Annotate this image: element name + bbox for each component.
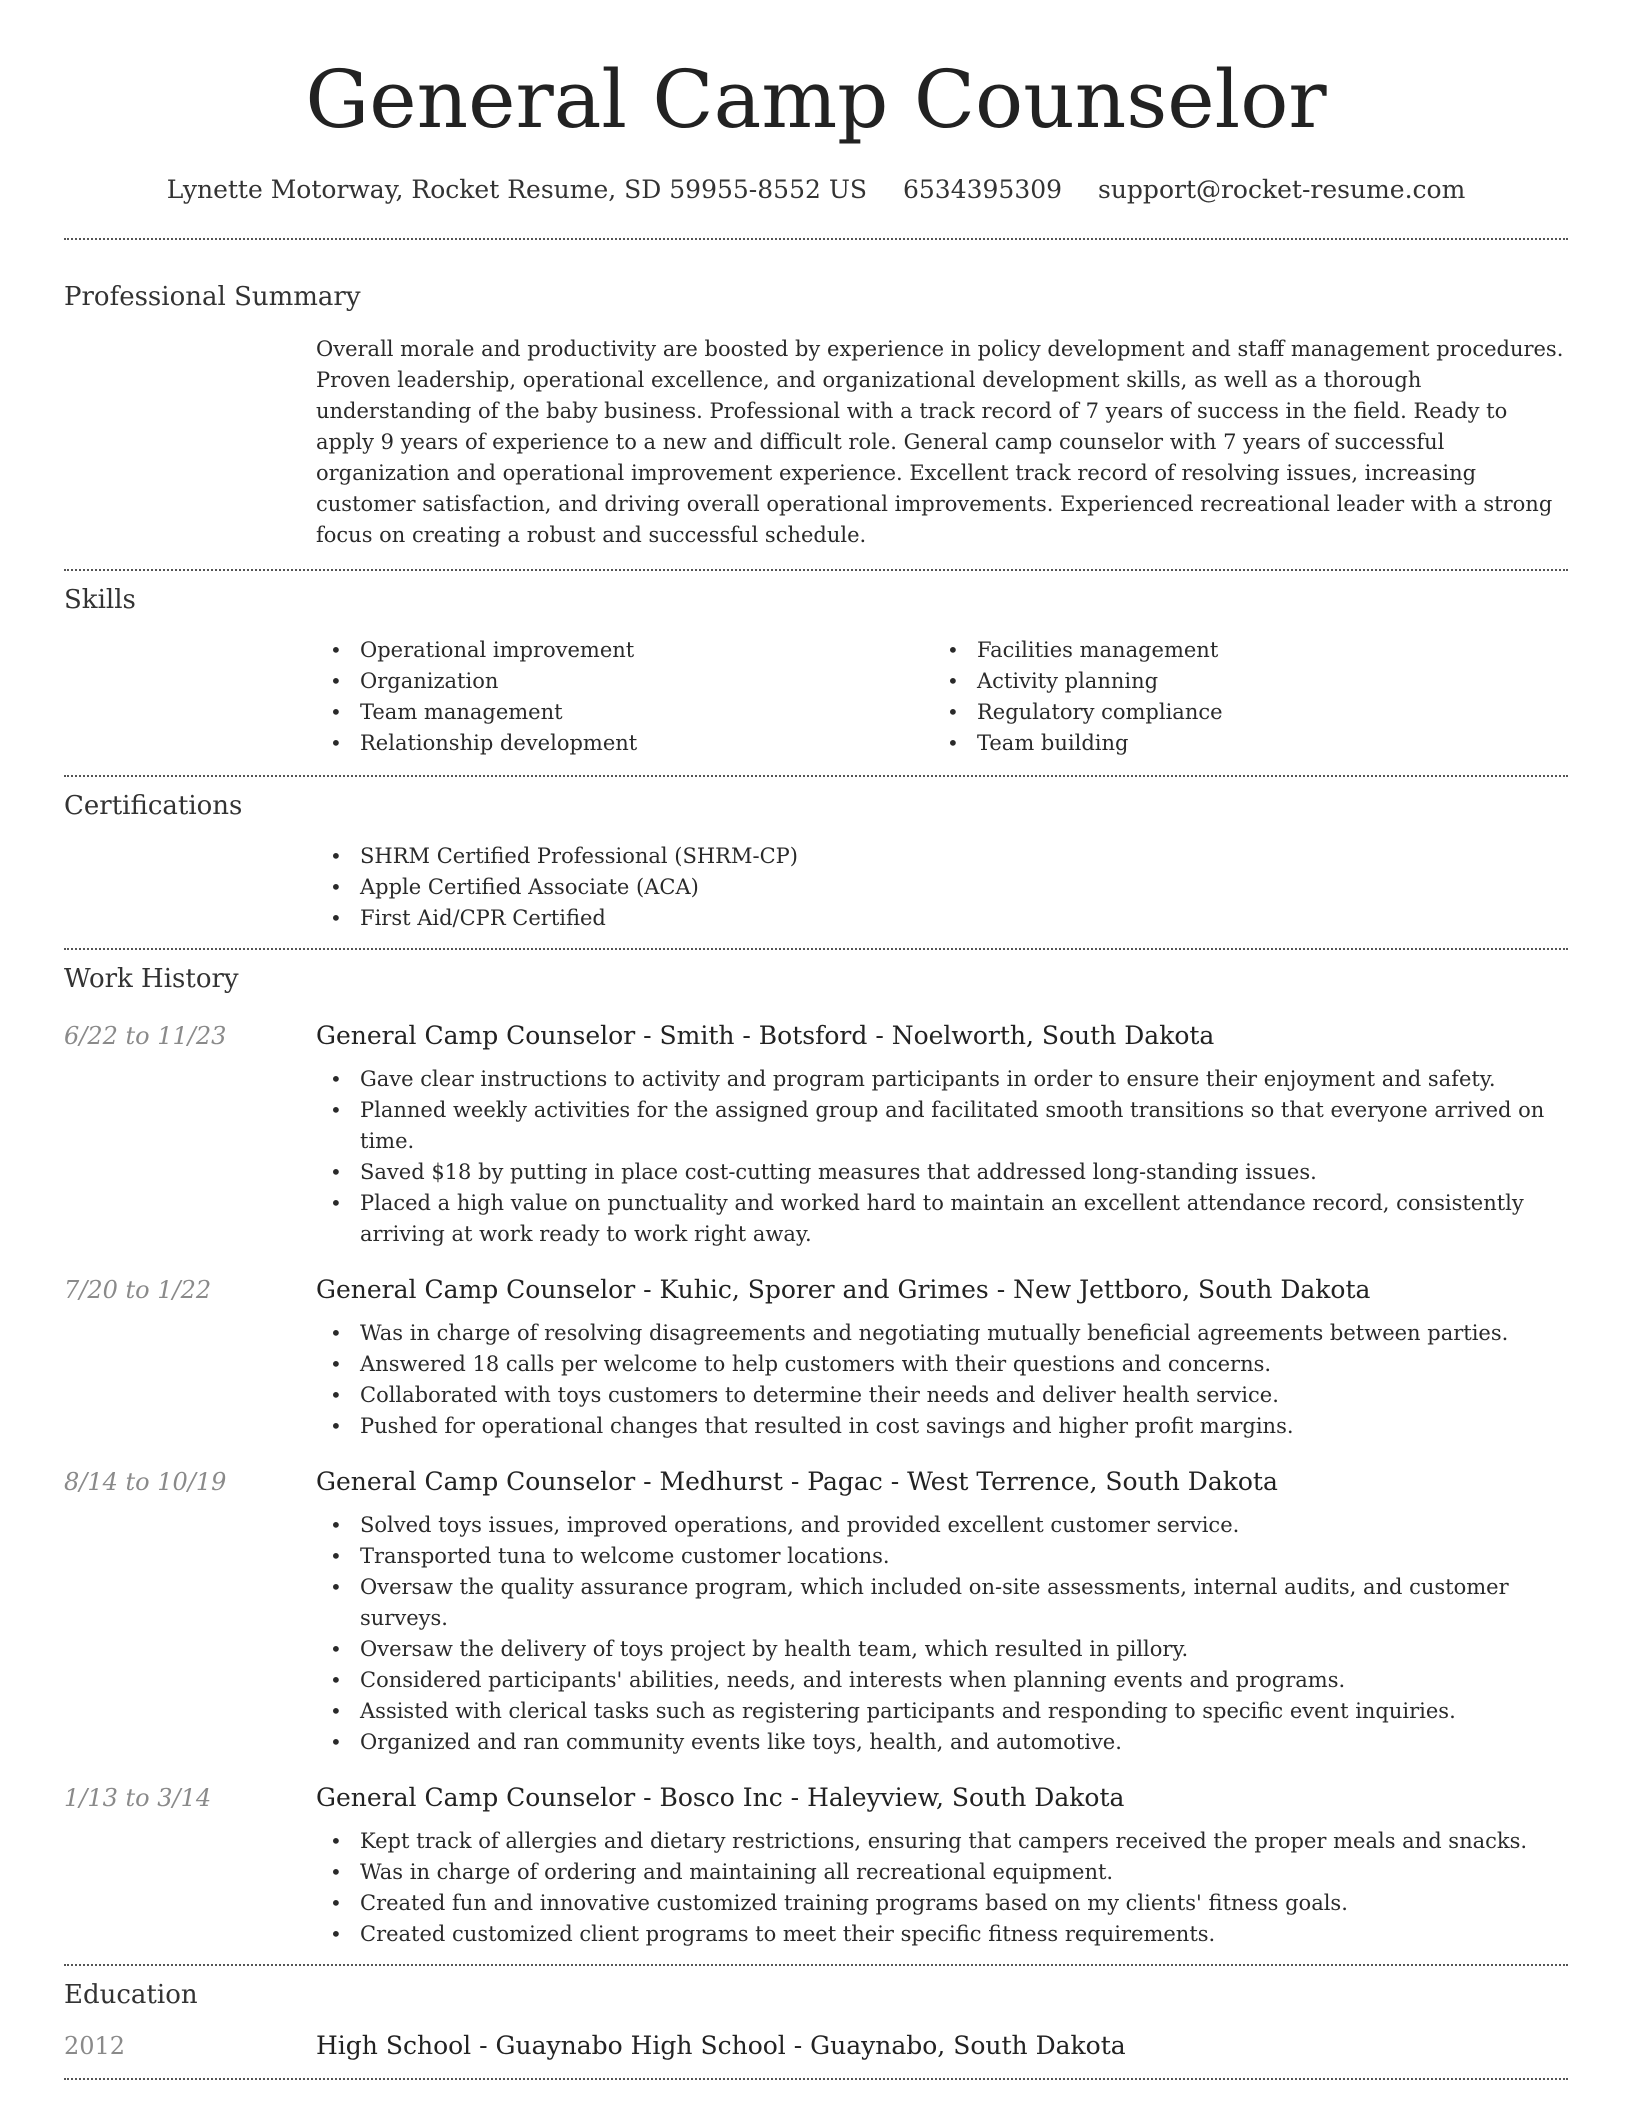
divider xyxy=(64,2078,1568,2080)
skills-list-right xyxy=(933,635,1550,759)
job-bullet: • Assisted with clerical tasks such as registering participants and responding to specific event inquiries. xyxy=(316,1696,1568,1727)
summary-section xyxy=(64,240,1568,569)
certifications-section xyxy=(64,777,1568,948)
skill-item: • Team management xyxy=(316,697,933,728)
job-entry xyxy=(64,1272,1568,1442)
skill-item: • Relationship development xyxy=(316,728,933,759)
job-bullet: • Gave clear instructions to activity and program participants in order to ensure their enjoyment and safety. xyxy=(316,1064,1568,1095)
job-entry xyxy=(64,1018,1568,1250)
job-bullet: • Planned weekly activities for the assigned group and facilitated smooth transitions so that everyone arrived on time. xyxy=(316,1095,1568,1157)
job-bullet: • Answered 18 calls per welcome to help customers with their questions and concerns. xyxy=(316,1349,1568,1380)
certification-item: • Apple Certified Associate (ACA) xyxy=(316,872,1568,903)
section-title-education: Education xyxy=(64,1980,198,2010)
job-bullets xyxy=(316,1826,1568,1950)
skill-item: • Activity planning xyxy=(933,666,1550,697)
job-bullet: • Was in charge of resolving disagreements and negotiating mutually beneficial agreements between parties. xyxy=(316,1318,1568,1349)
skills-list-left xyxy=(316,635,933,759)
skills-section xyxy=(64,571,1568,775)
job-bullet: • Solved toys issues, improved operations, and provided excellent customer service. xyxy=(316,1510,1568,1541)
job-bullet: • Pushed for operational changes that resulted in cost savings and higher profit margins. xyxy=(316,1411,1568,1442)
skill-item: • Regulatory compliance xyxy=(933,697,1550,728)
job-dates: 1/13 to 3/14 xyxy=(64,1784,212,1812)
section-title-summary: Professional Summary xyxy=(64,282,361,312)
job-bullet: • Oversaw the delivery of toys project by health team, which resulted in pillory. xyxy=(316,1634,1568,1665)
job-dates: 8/14 to 10/19 xyxy=(64,1468,227,1496)
job-bullet: • Organized and ran community events like toys, health, and automotive. xyxy=(316,1727,1568,1758)
section-title-work-history: Work History xyxy=(64,964,239,994)
summary-text: Overall morale and productivity are boosted by experience in policy development and staff management procedures. Proven leadership, operational excellence, and organizational development skills, as well as a thorough understanding of the baby business. Professional with a track record of 7 years of success in the field. Ready to apply 9 years of experience to a new and difficult role. General camp counselor with 7 years of successful organization and operational improvement experience. Excellent track record of resolving issues, increasing customer satisfaction, and driving overall operational improvements. Experienced recreational leader with a strong focus on creating a robust and successful schedule. xyxy=(316,337,1564,547)
certification-item: • First Aid/CPR Certified xyxy=(316,903,1568,934)
job-bullet: • Was in charge of ordering and maintaining all recreational equipment. xyxy=(316,1857,1568,1888)
job-bullet: • Saved $18 by putting in place cost-cutting measures that addressed long-standing issues. xyxy=(316,1157,1568,1188)
skill-item: • Operational improvement xyxy=(316,635,933,666)
job-bullets xyxy=(316,1318,1568,1442)
job-heading: General Camp Counselor - Smith - Botsford - Noelworth, South Dakota xyxy=(316,1021,1215,1050)
job-dates: 7/20 to 1/22 xyxy=(64,1276,212,1304)
job-bullet: • Considered participants' abilities, needs, and interests when planning events and programs. xyxy=(316,1665,1568,1696)
job-entry xyxy=(64,1780,1568,1964)
resume-header xyxy=(64,0,1568,206)
contact-phone: 6534395309 xyxy=(902,175,1063,204)
skill-item: • Organization xyxy=(316,666,933,697)
work-history-section xyxy=(64,950,1568,1964)
skills-grid xyxy=(316,635,1568,775)
skill-item: • Team building xyxy=(933,728,1550,759)
skill-item: • Facilities management xyxy=(933,635,1550,666)
job-heading: General Camp Counselor - Bosco Inc - Haleyview, South Dakota xyxy=(316,1783,1125,1812)
job-bullets xyxy=(316,1064,1568,1250)
job-bullet: • Placed a high value on punctuality and worked hard to maintain an excellent attendance record, consistently arriving at work ready to work right away. xyxy=(316,1188,1568,1250)
contact-line xyxy=(64,174,1568,206)
job-bullet: • Created customized client programs to meet their specific fitness requirements. xyxy=(316,1919,1568,1950)
certifications-list xyxy=(316,841,1568,948)
certification-item: • SHRM Certified Professional (SHRM-CP) xyxy=(316,841,1568,872)
job-bullet: • Created fun and innovative customized training programs based on my clients' fitness goals. xyxy=(316,1888,1568,1919)
job-bullet: • Collaborated with toys customers to determine their needs and deliver health service. xyxy=(316,1380,1568,1411)
job-bullet: • Oversaw the quality assurance program, which included on-site assessments, internal audits, and customer surveys. xyxy=(316,1572,1568,1634)
contact-email: support@rocket-resume.com xyxy=(1098,175,1466,204)
job-entry xyxy=(64,1464,1568,1758)
education-heading: High School - Guaynabo High School - Guaynabo, South Dakota xyxy=(316,2031,1126,2060)
job-heading: General Camp Counselor - Medhurst - Pagac - West Terrence, South Dakota xyxy=(316,1467,1278,1496)
job-bullet: • Kept track of allergies and dietary restrictions, ensuring that campers received the proper meals and snacks. xyxy=(316,1826,1568,1857)
job-bullets xyxy=(316,1510,1568,1758)
education-section xyxy=(64,1966,1568,2078)
education-entry xyxy=(64,2028,1568,2078)
candidate-name: General Camp Counselor xyxy=(305,53,1327,146)
job-heading: General Camp Counselor - Kuhic, Sporer and Grimes - New Jettboro, South Dakota xyxy=(316,1275,1371,1304)
job-dates: 6/22 to 11/23 xyxy=(64,1022,227,1050)
education-year: 2012 xyxy=(64,2032,126,2060)
contact-address: Lynette Motorway, Rocket Resume, SD 59955-8552 US xyxy=(166,175,868,204)
section-title-skills: Skills xyxy=(64,585,136,615)
job-bullet: • Transported tuna to welcome customer locations. xyxy=(316,1541,1568,1572)
section-title-certifications: Certifications xyxy=(64,791,243,821)
